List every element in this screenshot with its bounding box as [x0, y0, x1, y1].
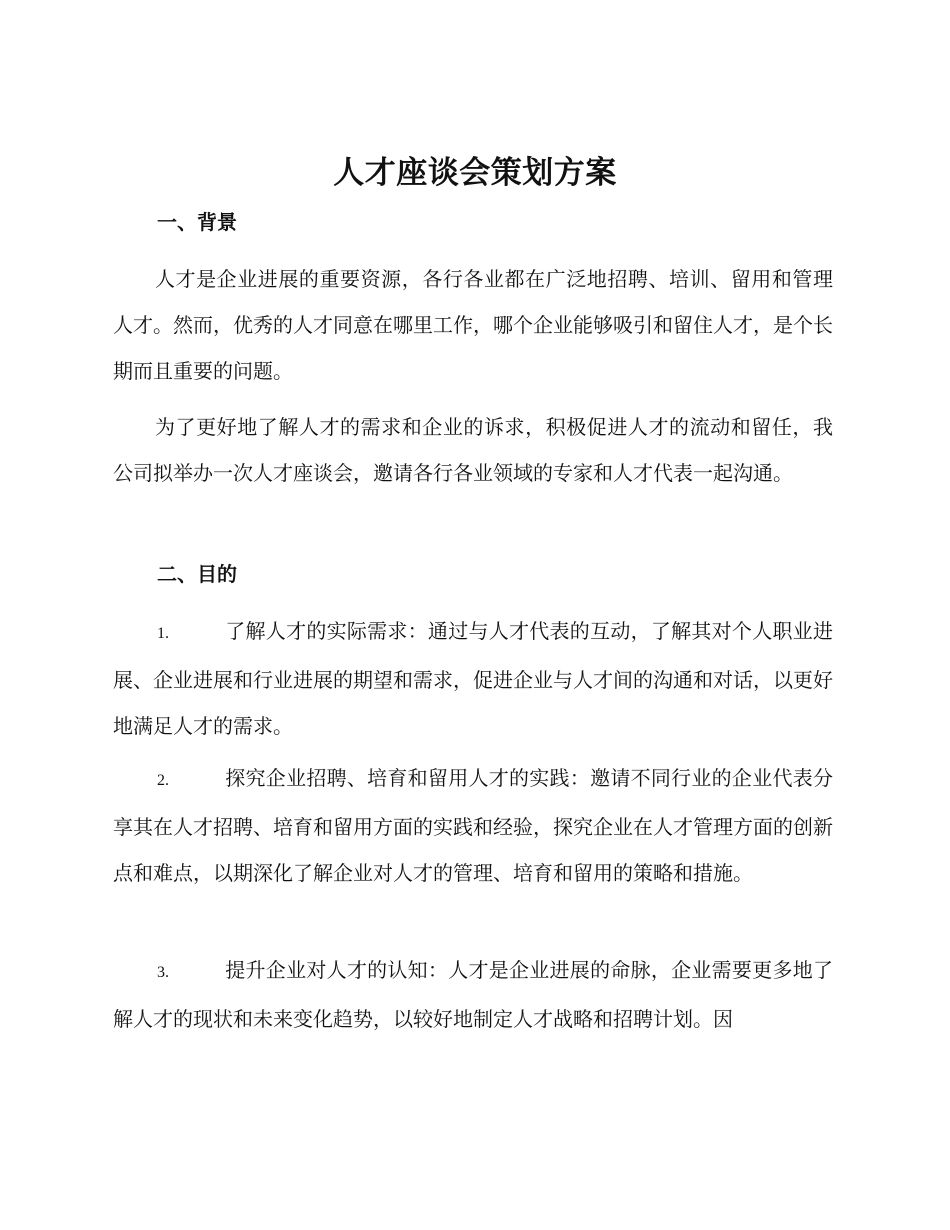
list-item-number: 3.	[157, 964, 169, 981]
purpose-list-item-1	[113, 608, 833, 749]
list-item-text: 探究企业招聘、培育和留用人才的实践：邀请不同行业的企业代表分享其在人才招聘、培育和留用方面的实践和经验，探究企业在人才管理方面的创新点和难点，以期深化了解企业对人才的管理、培育和留用的策略和措施。	[113, 766, 833, 885]
document-title: 人才座谈会策划方案	[333, 155, 617, 191]
list-item-text: 了解人才的实际需求：通过与人才代表的互动，了解其对个人职业进展、企业进展和行业进展的期望和需求，促进企业与人才间的沟通和对话，以更好地满足人才的需求。	[113, 619, 833, 738]
purpose-list-item-3	[113, 947, 833, 1042]
background-paragraph-1: 人才是企业进展的重要资源，各行各业都在广泛地招聘、培训、留用和管理人才。然而，优秀的人才同意在哪里工作，哪个企业能够吸引和留住人才，是个长期而且重要的问题。	[113, 267, 833, 383]
list-item-text: 提升企业对人才的认知：人才是企业进展的命脉，企业需要更多地了解人才的现状和未来变化趋势，以较好地制定人才战略和招聘计划。因	[113, 958, 833, 1031]
section-heading-background: 一、背景	[157, 210, 237, 234]
list-item-number: 2.	[157, 772, 169, 789]
section-heading-purpose: 二、目的	[157, 562, 237, 586]
background-paragraph-2: 为了更好地了解人才的需求和企业的诉求，积极促进人才的流动和留任，我公司拟举办一次人才座谈会，邀请各行各业领域的专家和人才代表一起沟通。	[113, 415, 833, 485]
list-item-number: 1.	[157, 625, 169, 642]
purpose-list-item-2	[113, 755, 833, 896]
